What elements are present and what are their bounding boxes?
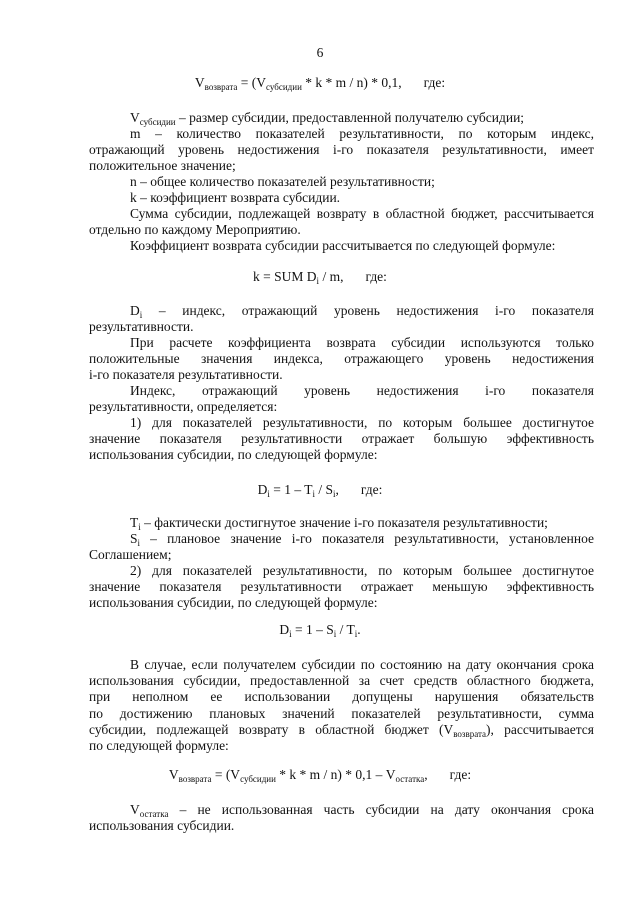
formula-v-vozvrata: $V_{возврата} = (V_{субсидии} * k * m / n) * 0,1$, где:: [194, 75, 446, 92]
paragraph-case-2: 2) для показателей результативности, по которым большее достигнутое значение показателя результативности отражает меньшую эффективность использования субсидии, по следующей формуле:: [89, 563, 594, 611]
paragraph-k-definition: k – коэффициент возврата субсидии.: [130, 190, 341, 205]
paragraph-ti-definition: $T_i$ – фактически достигнутое значение i-го показателя результативности;: [130, 515, 548, 532]
paragraph-v-subsidii: $V_{субсидии}$ – размер субсидии, предоставленной получателю субсидии;: [130, 110, 525, 127]
paragraph-v-ostatka: $V_{остатка}$ – не использованная часть субсидии на дату окончания срока использования субсидии.: [89, 802, 594, 834]
formula-k: k = SUM $D_i$ / m, где:: [253, 269, 387, 286]
paragraph-di-definition: $D_i$ – индекс, отражающий уровень недостижения i-го показателя результативности.: [89, 303, 594, 335]
page-number: 6: [316, 45, 324, 60]
paragraph-m-definition: m – количество показателей результативности, по которым индекс, отражающий уровень недостижения i-го показателя результативности, имеет положительное значение;: [89, 126, 594, 174]
paragraph-narusheniya: В случае, если получателем субсидии по состоянию на дату окончания срока использования субсидии, предоставленной за счет средств областного бюджета, при неполном ее использовании допущены нарушения обязательств по достижению плановых значений показателей результативности, сумма субсидии, подлежащей возврату в областной бюджет $(V_{возврата})$, рассчитывается по следующей формуле:: [89, 657, 594, 754]
formula-di-2: $D_i = 1 - S_i / T_i$.: [279, 622, 361, 639]
paragraph-si-definition: $S_i$ – плановое значение i-го показателя результативности, установленное Соглашением;: [89, 531, 594, 563]
paragraph-polozhitelnye-znacheniya: При расчете коэффициента возврата субсидии используются только положительные значения индекса, отражающего уровень недостижения i-го показателя результативности.: [89, 335, 594, 383]
paragraph-case-1: 1) для показателей результативности, по которым большее достигнутое значение показателя результативности отражает большую эффективность использования субсидии, по следующей формуле:: [89, 415, 594, 463]
paragraph-index-opredelyaetsya: Индекс, отражающий уровень недостижения i-го показателя результативности, определяется:: [89, 383, 594, 415]
paragraph-koefficient-intro: Коэффициент возврата субсидии рассчитывается по следующей формуле:: [130, 238, 556, 253]
paragraph-summa-subsidii: Сумма субсидии, подлежащей возврату в областной бюджет, рассчитывается отдельно по каждому Мероприятию.: [89, 206, 594, 238]
formula-di-1: $D_i = 1 - T_i / S_i$, где:: [257, 482, 383, 499]
formula-v-vozvrata-ostatok: $V_{возврата} = (V_{субсидии} * k * m / n) * 0,1 - V_{остатка}$, где:: [168, 767, 472, 784]
paragraph-n-definition: n – общее количество показателей результативности;: [130, 174, 435, 189]
